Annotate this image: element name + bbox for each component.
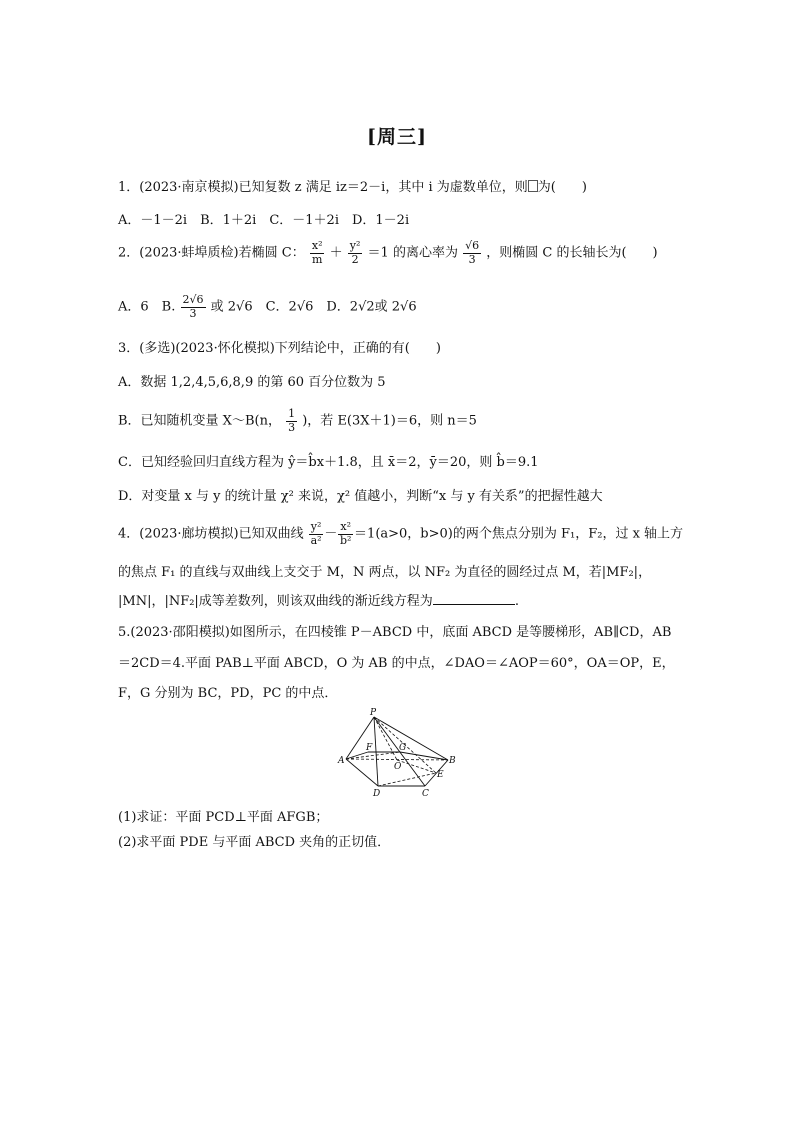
q5-stem-line2: ＝2CD＝4.平面 PAB⊥平面 ABCD，O 为 AB 的中点，∠DAO＝∠AOP＝60°，OA＝OP，E， [118,656,675,671]
q1-stem: 1．(2023·南京模拟)已知复数 z 满足 iz＝2－i，其中 i 为虚数单位，则 为( ) [118,180,587,195]
q5-stem-line1: 5.(2023·邵阳模拟)如图所示，在四棱锥 P－ABCD 中，底面 ABCD 是等腰梯形，AB∥CD，AB [118,625,672,640]
label-P: P [370,708,377,718]
q5-subquestion-2: (2)求平面 PDE 与平面 ABCD 夹角的正切值． [118,835,391,850]
label-E: E [437,770,444,780]
q2-frac-y2-2: $\frac{\text{y²}}{2}$ [349,239,361,266]
q4-stem-line2: 的焦点 F₁ 的直线与双曲线上支交于 M，N 两点，以 NF₂ 为直径的圆经过点 M，若|MF₂|， [118,565,652,580]
q2-frac-x2-m: $\frac{\text{x²}}{m}$ [311,239,323,266]
pyramid-figure [336,708,460,800]
label-B: B [449,756,456,766]
label-D: D [373,789,381,799]
q4-stem-line3: |MN|，|NF₂|成等差数列，则该双曲线的渐近线方程为 . [118,594,519,609]
q2-options: A．6 B. $\frac{2√6}{3}$ 或 2√6 C．2√6 D．2√2或 2√6 [118,293,417,320]
label-F: F [366,743,373,753]
q3-option-a: A．数据 1,2,4,5,6,8,9 的第 60 百分位数为 5 [118,375,386,390]
q4-frac-y2-a2: $\frac{\text{y²}}{\text{a²}}$ [310,520,322,547]
q5-stem-line3: F，G 分别为 BC，PD，PC 的中点． [118,686,338,701]
label-G: G [399,743,407,753]
q3-option-d: D．对变量 x 与 y 的统计量 χ² 来说，χ² 值越小，判断“x 与 y 有关系”的把握性越大 [118,489,603,504]
q2-stem: 2．(2023·蚌埠质检)若椭圆 C： $\frac{\text{x²}}{m}$ ＋ $\frac{\text{y²}}{2}$ ＝1 的离心率为 $\frac{√6}{3}$ ，则椭圆 C 的长轴长为( ) [118,239,658,266]
conjugate-z-symbol [528,180,538,192]
q4-frac-x2-b2: $\frac{\text{x²}}{\text{b²}}$ [340,520,352,547]
q4-stem-line1: 4．(2023·廊坊模拟)已知双曲线 $\frac{\text{y²}}{\text{a²}}$ － $\frac{\text{x²}}{\text{b²}}$ ＝1(a>0，b>0)的两个焦点分别为 F₁，F₂，过 x 轴上方 [118,520,684,547]
q2-frac-sqrt6-3: $\frac{√6}{3}$ [465,239,480,266]
q5-subquestion-1: (1)求证：平面 PCD⊥平面 AFGB； [118,810,329,825]
page-title: [周三] [367,126,427,148]
answer-blank [433,594,515,605]
q2-option-b-frac: $\frac{2√6}{3}$ [182,293,204,320]
q3-option-c: C．已知经验回归直线方程为 ŷ＝b̂x＋1.8，且 x̄＝2，ȳ＝20，则 b̂＝9.1 [118,455,539,470]
q3-frac-1-3: $\frac{1}{3}$ [288,407,296,434]
label-A: A [338,756,345,766]
label-O: O [394,762,402,772]
q3-stem: 3．(多选)(2023·怀化模拟)下列结论中，正确的有( ) [118,341,441,356]
q1-options: A．－1－2i B．1＋2i C．－1＋2i D．1－2i [118,213,410,228]
label-C: C [422,789,429,799]
q3-option-b: B．已知随机变量 X～B(n， $\frac{1}{3}$ )，若 E(3X＋1)＝6，则 n＝5 [118,407,477,434]
